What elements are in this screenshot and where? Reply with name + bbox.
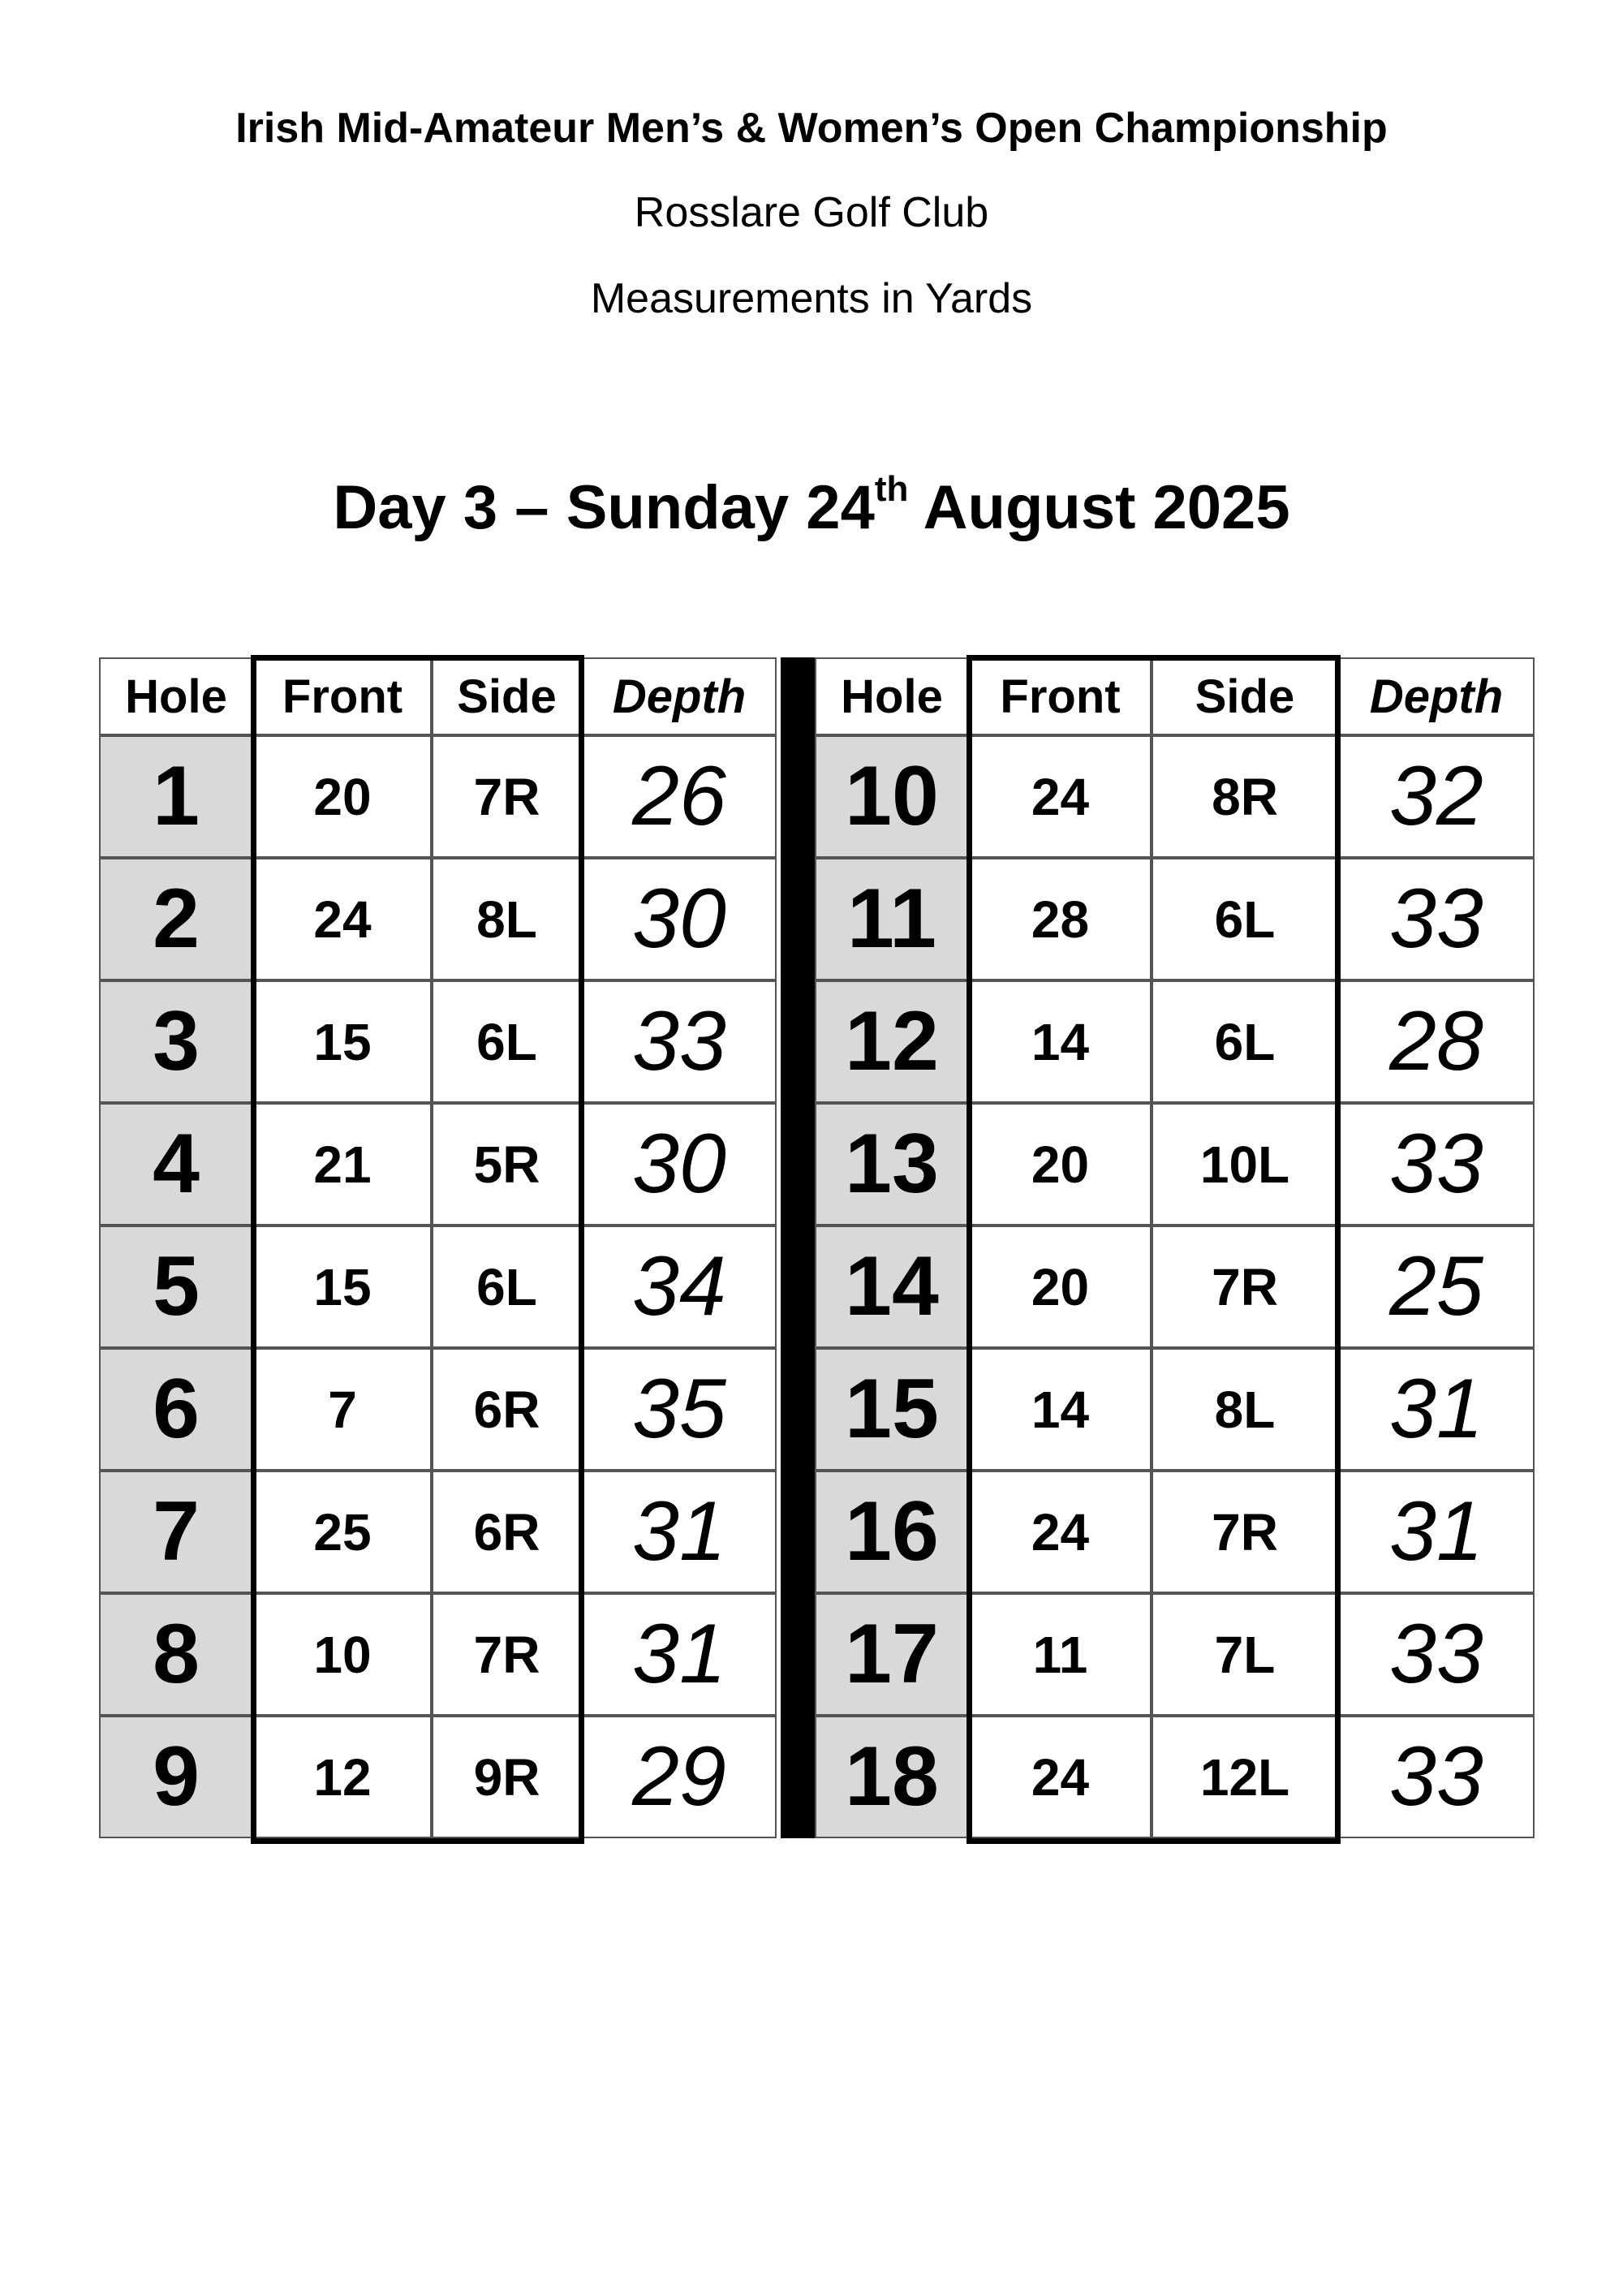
left-hole-cell: 4 (99, 1103, 253, 1226)
left-header-front: Front (253, 657, 432, 735)
left-side-cell: 6L (432, 1226, 582, 1348)
left-side-cell: 9R (432, 1716, 582, 1838)
left-hole-cell: 9 (99, 1716, 253, 1838)
right-depth-cell: 33 (1338, 858, 1535, 980)
left-header-side: Side (432, 657, 582, 735)
championship-title: Irish Mid-Amateur Men’s & Women’s Open Championship (235, 105, 1388, 152)
day-heading-main: Day 3 – Sunday 24 (333, 473, 875, 542)
right-hole-cell: 11 (815, 858, 969, 980)
right-side-cell: 12L (1152, 1716, 1338, 1838)
left-front-cell: 12 (253, 1716, 432, 1838)
right-side-cell: 7R (1152, 1471, 1338, 1593)
left-depth-cell: 30 (582, 858, 777, 980)
left-front-cell: 20 (253, 735, 432, 858)
left-front-cell: 15 (253, 980, 432, 1103)
left-depth-cell: 31 (582, 1593, 777, 1716)
right-header-depth: Depth (1338, 657, 1535, 735)
right-front-cell: 24 (969, 1716, 1152, 1838)
left-front-cell: 10 (253, 1593, 432, 1716)
right-hole-cell: 15 (815, 1348, 969, 1471)
left-depth-cell: 26 (582, 735, 777, 858)
left-hole-cell: 1 (99, 735, 253, 858)
right-front-cell: 24 (969, 1471, 1152, 1593)
right-front-cell: 24 (969, 735, 1152, 858)
left-hole-cell: 6 (99, 1348, 253, 1471)
right-depth-cell: 31 (1338, 1471, 1535, 1593)
right-side-cell: 8L (1152, 1348, 1338, 1471)
right-header-side: Side (1152, 657, 1338, 735)
left-header-hole: Hole (99, 657, 253, 735)
left-side-cell: 7R (432, 1593, 582, 1716)
day-heading (0, 469, 1623, 543)
club-name: Rosslare Golf Club (634, 189, 989, 236)
left-hole-cell: 8 (99, 1593, 253, 1716)
center-divider (781, 657, 815, 1838)
right-depth-cell: 33 (1338, 1716, 1535, 1838)
right-hole-cell: 16 (815, 1471, 969, 1593)
right-side-cell: 6L (1152, 858, 1338, 980)
left-side-cell: 6L (432, 980, 582, 1103)
right-front-cell: 20 (969, 1103, 1152, 1226)
left-side-cell: 8L (432, 858, 582, 980)
right-depth-cell: 33 (1338, 1593, 1535, 1716)
left-side-cell: 7R (432, 735, 582, 858)
right-front-cell: 14 (969, 980, 1152, 1103)
right-header-hole: Hole (815, 657, 969, 735)
right-depth-cell: 32 (1338, 735, 1535, 858)
right-hole-cell: 17 (815, 1593, 969, 1716)
right-side-cell: 8R (1152, 735, 1338, 858)
left-depth-cell: 30 (582, 1103, 777, 1226)
right-side-cell: 6L (1152, 980, 1338, 1103)
left-side-cell: 5R (432, 1103, 582, 1226)
right-depth-cell: 33 (1338, 1103, 1535, 1226)
left-front-cell: 25 (253, 1471, 432, 1593)
left-hole-cell: 5 (99, 1226, 253, 1348)
right-front-cell: 14 (969, 1348, 1152, 1471)
right-hole-cell: 13 (815, 1103, 969, 1226)
right-hole-cell: 10 (815, 735, 969, 858)
right-side-cell: 7R (1152, 1226, 1338, 1348)
left-hole-cell: 2 (99, 858, 253, 980)
left-header-depth: Depth (582, 657, 777, 735)
left-front-cell: 15 (253, 1226, 432, 1348)
left-front-cell: 24 (253, 858, 432, 980)
left-hole-cell: 3 (99, 980, 253, 1103)
right-front-cell: 28 (969, 858, 1152, 980)
left-front-cell: 21 (253, 1103, 432, 1226)
right-front-cell: 11 (969, 1593, 1152, 1716)
left-depth-cell: 31 (582, 1471, 777, 1593)
left-depth-cell: 29 (582, 1716, 777, 1838)
units-note: Measurements in Yards (590, 275, 1033, 322)
left-side-cell: 6R (432, 1348, 582, 1471)
right-depth-cell: 31 (1338, 1348, 1535, 1471)
right-side-cell: 7L (1152, 1593, 1338, 1716)
right-depth-cell: 25 (1338, 1226, 1535, 1348)
day-heading-rest: August 2025 (908, 473, 1290, 542)
left-depth-cell: 33 (582, 980, 777, 1103)
right-header-front: Front (969, 657, 1152, 735)
right-side-cell: 10L (1152, 1103, 1338, 1226)
left-depth-cell: 35 (582, 1348, 777, 1471)
right-depth-cell: 28 (1338, 980, 1535, 1103)
left-hole-cell: 7 (99, 1471, 253, 1593)
left-depth-cell: 34 (582, 1226, 777, 1348)
right-hole-cell: 14 (815, 1226, 969, 1348)
right-hole-cell: 12 (815, 980, 969, 1103)
pin-positions-table (99, 657, 1537, 1854)
right-front-cell: 20 (969, 1226, 1152, 1348)
day-ordinal-suffix: th (874, 469, 909, 509)
left-front-cell: 7 (253, 1348, 432, 1471)
left-side-cell: 6R (432, 1471, 582, 1593)
right-hole-cell: 18 (815, 1716, 969, 1838)
